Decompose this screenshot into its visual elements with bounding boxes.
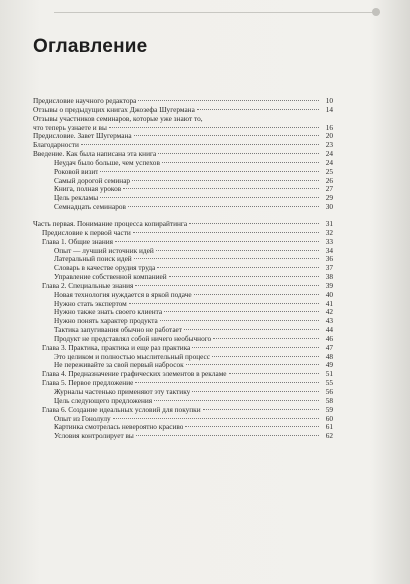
toc-entry-title: Предисловие научного редактора bbox=[33, 97, 137, 105]
toc-leader-dots bbox=[189, 222, 319, 224]
toc-entry-title: Роковой визит bbox=[54, 167, 99, 176]
toc-leader-dots bbox=[186, 363, 319, 365]
toc-leader-dots bbox=[129, 302, 319, 304]
header-mark bbox=[372, 8, 380, 16]
toc-entry bbox=[33, 255, 333, 264]
toc-entry-title: Глава 1. Общие знания bbox=[42, 237, 114, 246]
toc-entry bbox=[33, 203, 333, 212]
toc-page-number: 49 bbox=[325, 360, 333, 370]
toc-leader-dots bbox=[109, 126, 319, 128]
toc-page-number: 42 bbox=[325, 307, 333, 317]
toc-entry-title: Книга, полная уроков bbox=[54, 185, 122, 194]
toc-page-number: 46 bbox=[325, 333, 333, 343]
toc-entry-title: Управление собственной компанией bbox=[54, 273, 167, 282]
toc-leader-dots bbox=[128, 205, 319, 207]
toc-page-number: 23 bbox=[325, 140, 333, 150]
toc-entry bbox=[33, 344, 333, 353]
toc-entry bbox=[33, 124, 333, 133]
toc-entry-title: Картинка смотрелась невероятно красиво bbox=[54, 423, 184, 432]
toc-entry-title: Глава 6. Создание идеальных условий для покупки bbox=[42, 405, 201, 414]
toc-page-number: 29 bbox=[325, 193, 333, 203]
toc-leader-dots bbox=[157, 266, 319, 268]
toc-entry bbox=[33, 291, 333, 300]
toc-entry bbox=[33, 361, 333, 370]
toc-entry bbox=[33, 150, 333, 159]
toc-entry-title: Самый дорогой семинар bbox=[54, 176, 131, 185]
toc-page-number: 37 bbox=[325, 263, 333, 273]
toc-leader-dots bbox=[184, 328, 319, 330]
toc-entry bbox=[33, 177, 333, 186]
toc-leader-dots bbox=[194, 293, 319, 295]
toc-leader-dots bbox=[162, 161, 319, 163]
toc-entry-title: Отзывы о предыдущих книгах Джозефа Шугермана bbox=[33, 105, 195, 114]
toc-page-number: 20 bbox=[325, 131, 333, 141]
toc-page-number: 24 bbox=[325, 157, 333, 167]
toc-leader-dots bbox=[132, 179, 319, 181]
toc-entry-title: Предисловие. Завет Шугермана bbox=[33, 132, 132, 141]
toc-entry-title: Нужно также знать своего клиента bbox=[54, 308, 163, 317]
toc-page-number: 51 bbox=[325, 369, 333, 379]
toc-page-number: 48 bbox=[325, 351, 333, 361]
toc-entry bbox=[33, 132, 333, 141]
toc-entry bbox=[33, 273, 333, 282]
toc-entry bbox=[33, 300, 333, 309]
toc-leader-dots bbox=[212, 355, 319, 357]
table-of-contents bbox=[33, 97, 333, 441]
toc-entry-title: Предисловие к первой части bbox=[42, 228, 131, 237]
toc-entry-title: Словарь в качестве орудия труда bbox=[54, 264, 156, 273]
toc-page-number: 30 bbox=[325, 202, 333, 212]
toc-entry bbox=[33, 159, 333, 168]
toc-leader-dots bbox=[135, 381, 319, 383]
toc-entry-title: Опыт — лучший источник идей bbox=[54, 246, 154, 255]
toc-leader-dots bbox=[164, 310, 319, 312]
toc-leader-dots bbox=[134, 134, 319, 136]
toc-entry-title: Продукт не представлял собой ничего необычного bbox=[54, 334, 212, 343]
toc-page-number: 62 bbox=[325, 431, 333, 441]
toc-entry bbox=[33, 238, 333, 247]
toc-entry-title: Часть первая. Понимание процесса копирайтинга bbox=[33, 219, 188, 228]
toc-entry-title: Цель следующего предложения bbox=[54, 396, 153, 405]
toc-entry bbox=[33, 335, 333, 344]
toc-leader-dots bbox=[115, 240, 319, 242]
toc-entry bbox=[33, 379, 333, 388]
toc-entry bbox=[33, 388, 333, 397]
toc-entry-title: Тактика запугивания обычно не работает bbox=[54, 326, 182, 335]
toc-page-number: 40 bbox=[325, 289, 333, 299]
toc-entry bbox=[33, 353, 333, 362]
toc-entry-title: Нужно понять характер продукта bbox=[54, 317, 158, 326]
toc-leader-dots bbox=[134, 257, 319, 259]
toc-entry-title: Новая технология нуждается в яркой подаче bbox=[54, 290, 192, 299]
toc-page-number: 56 bbox=[325, 387, 333, 396]
toc-leader-dots bbox=[185, 425, 319, 427]
toc-page-number: 47 bbox=[325, 342, 333, 352]
toc-page-number: 44 bbox=[325, 325, 333, 335]
toc-page-number: 31 bbox=[325, 218, 333, 228]
toc-entry-title: Глава 2. Специальные знания bbox=[42, 281, 134, 290]
toc-leader-dots bbox=[136, 434, 319, 436]
toc-entry-title: Цель рекламы bbox=[54, 194, 99, 203]
toc-page-number: 24 bbox=[325, 149, 333, 159]
toc-entry bbox=[33, 106, 333, 115]
toc-leader-dots bbox=[158, 152, 319, 154]
toc-entry bbox=[33, 415, 333, 424]
toc-leader-dots bbox=[156, 249, 319, 251]
toc-leader-dots bbox=[169, 275, 319, 277]
toc-leader-dots bbox=[123, 187, 319, 189]
toc-leader-dots bbox=[100, 196, 319, 198]
header-rule bbox=[54, 12, 380, 13]
toc-leader-dots bbox=[160, 319, 319, 321]
toc-entry bbox=[33, 370, 333, 379]
toc-leader-dots bbox=[138, 99, 319, 101]
toc-page-number: 58 bbox=[325, 395, 333, 405]
toc-entry-title: Отзывы участников семинаров, которые уже знают то, bbox=[33, 114, 203, 123]
toc-leader-dots bbox=[229, 372, 319, 374]
toc-leader-dots bbox=[113, 417, 319, 419]
toc-entry bbox=[33, 326, 333, 335]
toc-leader-dots bbox=[197, 108, 319, 110]
toc-entry bbox=[33, 423, 333, 432]
toc-page-number: 61 bbox=[325, 422, 333, 432]
toc-entry-title: Глава 5. Первое предложение bbox=[42, 379, 134, 388]
toc-entry-title: Латеральный поиск идей bbox=[54, 255, 132, 264]
toc-entry-title: Семнадцать семинаров bbox=[54, 203, 126, 212]
toc-entry-title: Введение. Как была написана эта книга bbox=[33, 150, 157, 159]
toc-leader-dots bbox=[100, 170, 319, 172]
toc-leader-dots bbox=[192, 346, 319, 348]
toc-entry bbox=[33, 432, 333, 441]
toc-entry-title: Неудач было больше, чем успехов bbox=[54, 158, 160, 167]
toc-entry bbox=[33, 247, 333, 256]
toc-page-number: 59 bbox=[325, 404, 333, 414]
toc-page-number: 55 bbox=[325, 378, 333, 388]
toc-entry bbox=[33, 317, 333, 326]
toc-entry-title: Опыт из Гонолулу bbox=[54, 414, 111, 423]
toc-page-number: 39 bbox=[325, 280, 333, 290]
toc-leader-dots bbox=[133, 231, 319, 233]
toc-page-number: 38 bbox=[325, 272, 333, 282]
toc-leader-dots bbox=[192, 390, 319, 392]
toc-entry bbox=[33, 194, 333, 203]
toc-entry-title: Журналы частенько применяют эту тактику bbox=[54, 388, 191, 396]
toc-page-number: 43 bbox=[325, 316, 333, 326]
toc-entry-title: Условия контролирует вы bbox=[54, 432, 134, 441]
toc-entry-title: Благодарности bbox=[33, 141, 79, 150]
toc-page-number: 16 bbox=[325, 122, 333, 132]
toc-page-number: 32 bbox=[325, 227, 333, 237]
toc-entry bbox=[33, 406, 333, 415]
toc-entry bbox=[33, 308, 333, 317]
toc-leader-dots bbox=[154, 399, 319, 401]
toc-page-number: 36 bbox=[325, 254, 333, 264]
toc-page-number: 27 bbox=[325, 184, 333, 194]
toc-entry bbox=[33, 397, 333, 406]
toc-entry-title: что теперь узнаете и вы bbox=[33, 123, 107, 132]
toc-leader-dots bbox=[203, 408, 319, 410]
toc-entry bbox=[33, 185, 333, 194]
page-title: Оглавление bbox=[33, 36, 148, 57]
toc-entry bbox=[33, 168, 333, 177]
toc-entry bbox=[33, 229, 333, 238]
toc-page-number: 34 bbox=[325, 245, 333, 255]
toc-leader-dots bbox=[135, 284, 319, 286]
toc-entry-title: Глава 4. Предназначение графических элементов в рекламе bbox=[42, 370, 227, 379]
toc-entry bbox=[33, 220, 333, 229]
toc-page-number: 26 bbox=[325, 175, 333, 185]
toc-entry-title: Не переживайте за свой первый набросок bbox=[54, 361, 184, 370]
toc-page-number: 10 bbox=[325, 96, 333, 105]
toc-page-number: 60 bbox=[325, 413, 333, 423]
toc-page-number: 14 bbox=[325, 104, 333, 114]
toc-leader-dots bbox=[81, 143, 319, 145]
toc-page-number: 33 bbox=[325, 236, 333, 246]
toc-entry bbox=[33, 115, 333, 124]
toc-entry-title: Это целиком и полностью мыслительный процесс bbox=[54, 352, 211, 361]
toc-entry-title: Нужно стать экспертом bbox=[54, 299, 127, 308]
toc-entry bbox=[33, 141, 333, 150]
toc-entry bbox=[33, 97, 333, 106]
toc-page-number: 41 bbox=[325, 298, 333, 308]
toc-entry-title: Глава 3. Практика, практика и еще раз практика bbox=[42, 343, 191, 352]
toc-page-number: 25 bbox=[325, 166, 333, 176]
toc-entry bbox=[33, 264, 333, 273]
toc-leader-dots bbox=[213, 337, 319, 339]
toc-entry bbox=[33, 282, 333, 291]
